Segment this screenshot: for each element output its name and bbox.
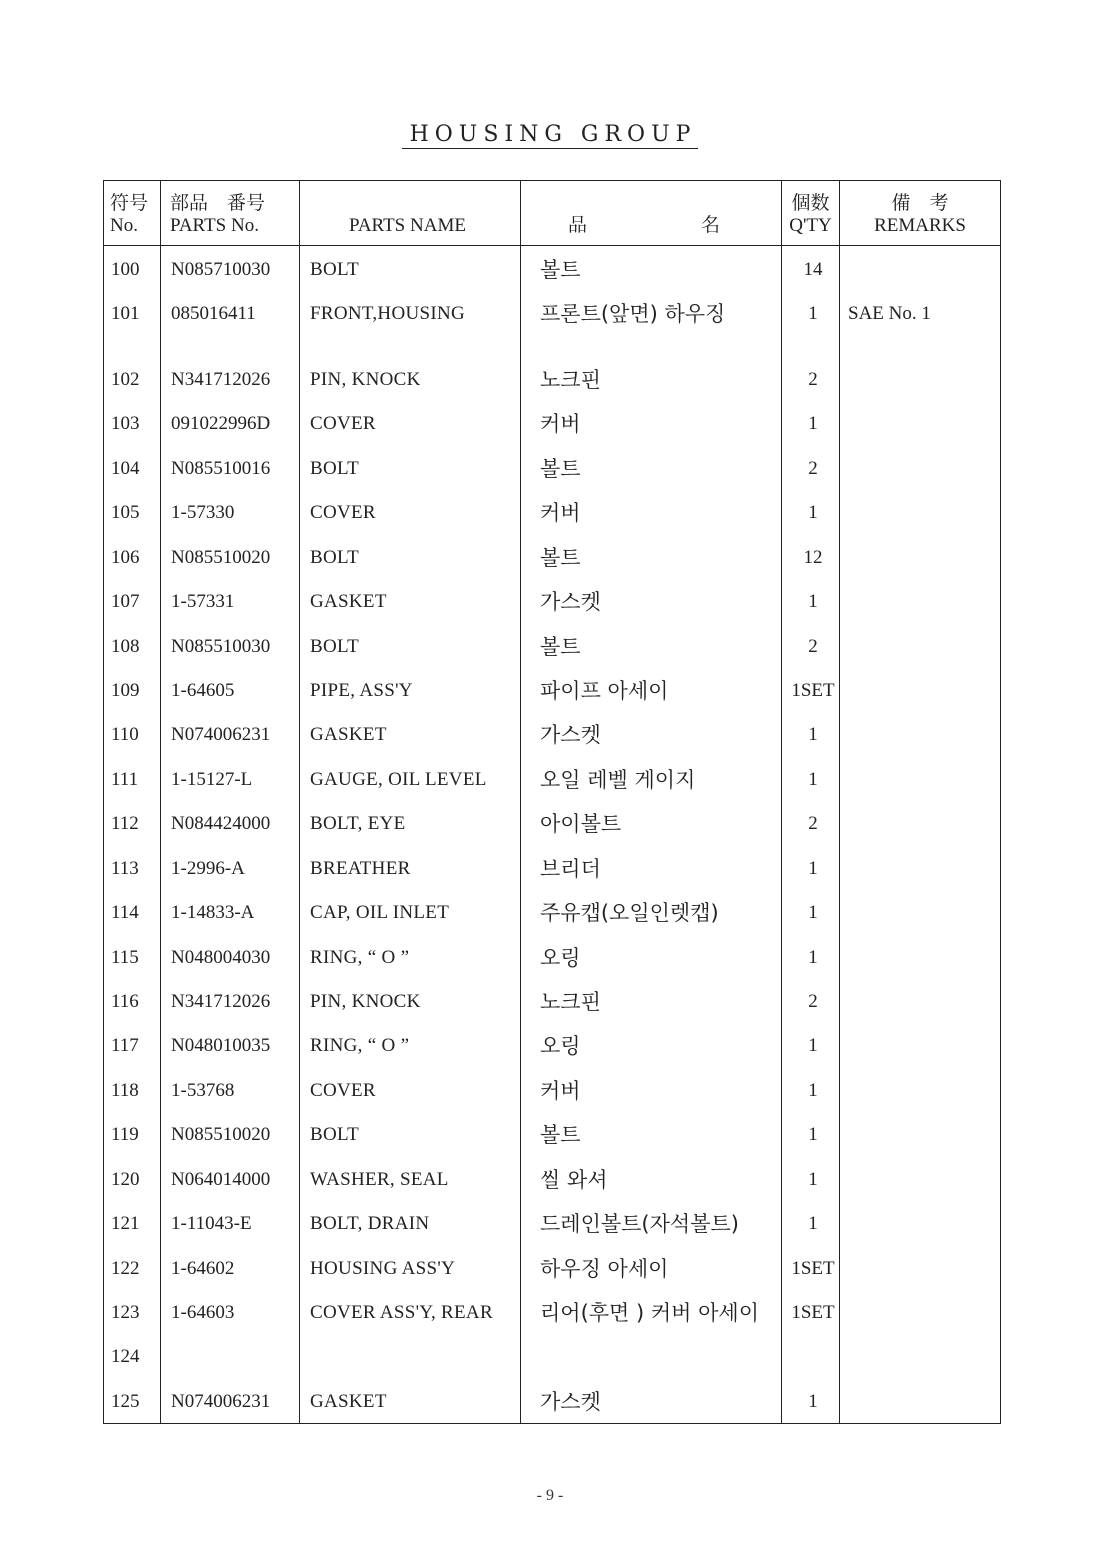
parts-name: GASKET [310, 1390, 387, 1412]
quantity: 1 [808, 591, 818, 613]
parts-name: CAP, OIL INLET [310, 902, 450, 924]
quantity: 1 [808, 902, 818, 924]
table-row [103, 760, 1001, 800]
table-row [103, 1071, 1001, 1111]
quantity: 1SET [791, 1302, 835, 1324]
page-title: HOUSING GROUP [402, 122, 699, 149]
korean-name: 볼트 [540, 1123, 581, 1148]
korean-name: 아이볼트 [540, 812, 622, 837]
page-number: - 9 - [536, 1487, 564, 1504]
parts-number: N341712026 [171, 991, 271, 1013]
korean-name: 볼트 [540, 456, 581, 481]
table-row [103, 582, 1001, 622]
parts-number: 1-11043-E [171, 1213, 252, 1235]
parts-name: COVER [310, 1079, 376, 1101]
row-number: 116 [111, 991, 139, 1013]
remarks [848, 582, 998, 622]
parts-number: N048010035 [171, 1035, 271, 1057]
remarks [848, 1382, 998, 1422]
remarks [848, 449, 998, 489]
row-number: 123 [111, 1302, 140, 1324]
quantity: 1 [808, 857, 818, 879]
header-parts-no-jp: 部品 番号 [170, 193, 266, 214]
korean-name: 드레인볼트(자석볼트) [540, 1212, 739, 1237]
korean-name: 노크핀 [540, 990, 601, 1015]
header-parts-no-en: PARTS No. [170, 215, 259, 236]
remarks [848, 982, 998, 1022]
parts-name: BOLT [310, 546, 360, 568]
parts-number: N084424000 [171, 813, 271, 835]
parts-number: 1-57330 [171, 502, 235, 524]
table-row [103, 250, 1001, 290]
parts-name: RING, “ O ” [310, 1035, 410, 1057]
remarks [848, 715, 998, 755]
row-number: 108 [111, 635, 140, 657]
parts-number: N341712026 [171, 369, 271, 390]
header-qty-jp: 個数 [791, 193, 830, 214]
quantity: 1 [808, 1390, 818, 1412]
row-number: 109 [111, 680, 140, 701]
table-row [103, 804, 1001, 844]
korean-name: 커버 [540, 412, 581, 437]
korean-name: 파이프 아세이 [540, 679, 669, 703]
quantity: 12 [803, 546, 823, 568]
korean-name: 볼트 [540, 634, 581, 659]
row-number: 121 [111, 1213, 140, 1235]
table-row [103, 893, 1001, 933]
parts-name: BOLT, EYE [310, 813, 406, 835]
row-number: 115 [111, 946, 139, 968]
parts-number: N074006231 [171, 1390, 271, 1412]
row-number: 120 [111, 1168, 140, 1190]
quantity: 2 [808, 813, 818, 835]
table-row [103, 715, 1001, 755]
korean-name: 오링 [540, 945, 581, 970]
parts-number: N085510016 [171, 457, 271, 479]
page-title-wrap [0, 122, 1100, 147]
parts-name: GASKET [310, 724, 387, 746]
parts-name: COVER ASS'Y, REAR [310, 1302, 493, 1324]
parts-number: 091022996D [171, 413, 271, 435]
header-qty-en: Q'TY [789, 215, 832, 236]
parts-number: N074006231 [171, 724, 271, 746]
korean-name: 볼트 [540, 258, 581, 282]
table-row [103, 1204, 1001, 1244]
quantity: 1 [808, 1168, 818, 1190]
table-row [103, 1293, 1001, 1333]
quantity: 1 [808, 502, 818, 524]
remarks: SAE No. 1 [848, 303, 931, 324]
header-no-jp: 符号 [110, 193, 149, 214]
quantity: 2 [808, 369, 818, 390]
row-number: 111 [111, 768, 139, 790]
parts-name: BOLT, DRAIN [310, 1213, 430, 1235]
korean-name: 리어(후면 ) 커버 아세이 [540, 1301, 759, 1326]
table-row [103, 671, 1001, 711]
parts-number: 1-64603 [171, 1302, 235, 1324]
korean-name: 볼트 [540, 545, 581, 570]
remarks [848, 760, 998, 800]
remarks [848, 893, 998, 933]
quantity: 1 [808, 946, 818, 968]
parts-number: 1-64605 [171, 680, 235, 701]
parts-number: N085510020 [171, 546, 271, 568]
header-parts-name-en: PARTS NAME [349, 215, 466, 236]
quantity: 1 [808, 413, 818, 435]
header-remarks-jp: 備 考 [891, 193, 949, 214]
table-row [103, 538, 1001, 578]
remarks [848, 1337, 998, 1377]
parts-number: 1-64602 [171, 1257, 235, 1279]
korean-name: 가스켓 [540, 590, 601, 615]
table-row [103, 1337, 1001, 1377]
row-number: 104 [111, 457, 140, 479]
korean-name: 오링 [540, 1034, 581, 1059]
korean-name: 커버 [540, 1078, 581, 1103]
row-number: 114 [111, 902, 139, 924]
korean-name: 오일 레벨 게이지 [540, 767, 696, 792]
table-row [103, 938, 1001, 978]
parts-name: PIN, KNOCK [310, 991, 421, 1013]
quantity: 14 [803, 259, 823, 280]
remarks [848, 1026, 998, 1066]
table-row [103, 1160, 1001, 1200]
remarks [848, 250, 998, 290]
row-number: 106 [111, 546, 140, 568]
parts-number: 1-14833-A [171, 902, 255, 924]
table-row [103, 493, 1001, 533]
remarks [848, 938, 998, 978]
table-row [103, 404, 1001, 444]
parts-name: BOLT [310, 1124, 360, 1146]
table-row [103, 627, 1001, 667]
parts-number: N064014000 [171, 1168, 271, 1190]
remarks [848, 1293, 998, 1333]
parts-number: 1-2996-A [171, 857, 245, 879]
row-number: 124 [111, 1346, 140, 1368]
header-no-en: No. [110, 215, 138, 236]
remarks [848, 1071, 998, 1111]
parts-name: GASKET [310, 591, 387, 613]
parts-name: BOLT [310, 259, 360, 280]
row-number: 103 [111, 413, 140, 435]
quantity: 1SET [791, 1257, 835, 1279]
remarks [848, 493, 998, 533]
parts-number: N048004030 [171, 946, 271, 968]
korean-name: 씰 와셔 [540, 1167, 608, 1192]
remarks [848, 1115, 998, 1155]
korean-name: 커버 [540, 501, 581, 526]
parts-name: BOLT [310, 635, 360, 657]
row-number: 112 [111, 813, 139, 835]
table-row [103, 1026, 1001, 1066]
quantity [783, 1337, 843, 1377]
row-number: 125 [111, 1390, 140, 1412]
quantity: 1 [808, 724, 818, 746]
remarks [848, 538, 998, 578]
korean-name: 가스켓 [540, 1389, 601, 1414]
korean-name [540, 1337, 780, 1377]
parts-name: RING, “ O ” [310, 946, 410, 968]
table-row [103, 849, 1001, 889]
quantity: 2 [808, 635, 818, 657]
remarks [848, 360, 998, 400]
korean-name: 브리더 [540, 856, 601, 881]
parts-name: COVER [310, 413, 376, 435]
remarks [848, 1204, 998, 1244]
parts-name: PIPE, ASS'Y [310, 680, 413, 701]
parts-name: COVER [310, 502, 376, 524]
remarks [848, 1160, 998, 1200]
parts-name: FRONT,HOUSING [310, 303, 466, 324]
korean-name: 가스켓 [540, 723, 601, 748]
table-row [103, 360, 1001, 400]
table-row [103, 982, 1001, 1022]
parts-number [171, 1337, 299, 1377]
header-remarks-en: REMARKS [874, 215, 966, 236]
quantity: 1 [808, 303, 818, 324]
row-number: 117 [111, 1035, 139, 1057]
remarks [848, 1249, 998, 1289]
parts-number: 085016411 [171, 303, 256, 324]
parts-name: BOLT [310, 457, 360, 479]
quantity: 1 [808, 1213, 818, 1235]
parts-name [310, 1337, 520, 1377]
parts-number: 1-53768 [171, 1079, 235, 1101]
row-number: 118 [111, 1079, 139, 1101]
table-row [103, 1249, 1001, 1289]
row-number: 102 [111, 369, 140, 390]
remarks [848, 804, 998, 844]
header-divider [103, 245, 1001, 246]
row-number: 122 [111, 1257, 140, 1279]
parts-name: GAUGE, OIL LEVEL [310, 768, 487, 790]
korean-name: 노크핀 [540, 368, 601, 392]
row-number: 105 [111, 502, 140, 524]
korean-name: 하우징 아세이 [540, 1256, 669, 1281]
row-number: 110 [111, 724, 139, 746]
remarks [848, 849, 998, 889]
korean-name: 주유캡(오일인렛캡) [540, 901, 719, 926]
parts-number: 1-57331 [171, 591, 235, 613]
parts-number: 1-15127-L [171, 768, 253, 790]
row-number: 100 [111, 259, 140, 280]
table-row [103, 1382, 1001, 1422]
table-row [103, 294, 1001, 334]
quantity: 1 [808, 1035, 818, 1057]
parts-number: N085510030 [171, 635, 271, 657]
quantity: 1 [808, 1124, 818, 1146]
row-number: 119 [111, 1124, 139, 1146]
remarks [848, 671, 998, 711]
parts-name: PIN, KNOCK [310, 369, 421, 390]
parts-number: N085510020 [171, 1124, 271, 1146]
quantity: 2 [808, 457, 818, 479]
korean-name: 프론트(앞면) 하우징 [540, 302, 726, 326]
row-number: 101 [111, 303, 140, 324]
quantity: 1SET [791, 680, 835, 701]
table-row [103, 449, 1001, 489]
row-number: 113 [111, 857, 139, 879]
quantity: 1 [808, 768, 818, 790]
parts-name: WASHER, SEAL [310, 1168, 449, 1190]
parts-number: N085710030 [171, 259, 271, 280]
remarks [848, 627, 998, 667]
header-parts-name-jp: 品 名 [568, 215, 721, 236]
parts-name: HOUSING ASS'Y [310, 1257, 456, 1279]
table-row [103, 1115, 1001, 1155]
row-number: 107 [111, 591, 140, 613]
remarks [848, 404, 998, 444]
parts-name: BREATHER [310, 857, 411, 879]
quantity: 1 [808, 1079, 818, 1101]
quantity: 2 [808, 991, 818, 1013]
